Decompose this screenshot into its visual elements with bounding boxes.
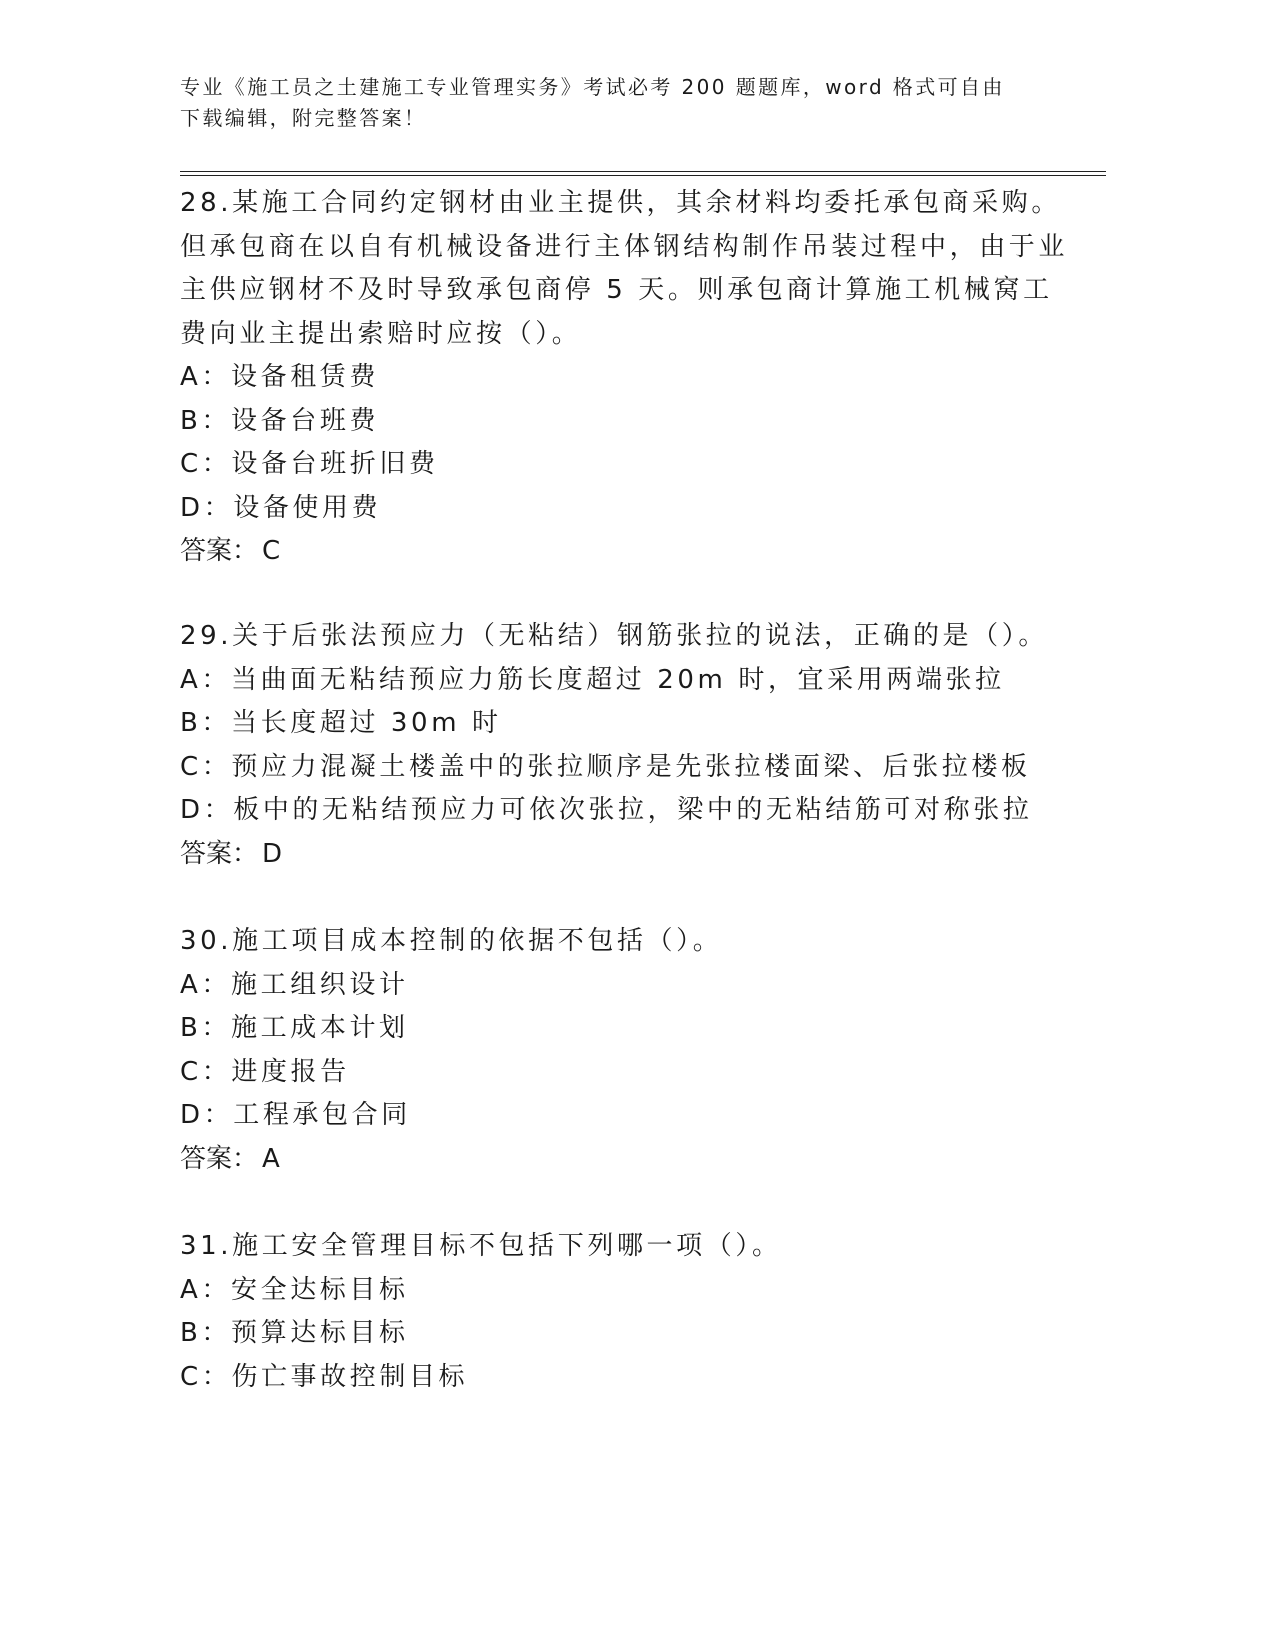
question-stem: 28.某施工合同约定钢材由业主提供，其余材料均委托承包商采购。但承包商在以自有机械设备进行主体钢结构制作吊装过程中，由于业主供应钢材不及时导致承包商停 5 天。则承包商计算施工机械窝工费向业主提出索赔时应按（）。 [180,188,1069,349]
option-a [180,659,1080,703]
option-text: 进度报告 [231,1056,350,1087]
option-label: C： [180,1361,232,1392]
option-label: B： [180,405,232,436]
header-line-1: 专业《施工员之土建施工专业管理实务》考试必考 200 题题库，word 格式可自由 [180,75,1005,99]
option-text: 设备租赁费 [231,362,380,392]
question-29 [180,615,1080,876]
option-text: 安全达标目标 [231,1274,409,1305]
option-text: 伤亡事故控制目标 [231,1361,469,1392]
option-d [180,487,1080,531]
question-stem: 30.施工项目成本控制的依据不包括（）。 [180,926,723,956]
answer-line [180,833,1080,877]
option-c [180,746,1080,790]
option-label: D： [180,492,234,523]
option-c [180,1051,1080,1095]
question-31 [180,1225,1080,1399]
question-28 [180,182,1080,574]
option-label: D： [180,1100,234,1130]
option-c [180,1356,1080,1400]
option-label: D： [180,795,234,825]
answer-value: A [262,1143,280,1174]
answer-label: 答案： [180,838,259,869]
option-text: 当曲面无粘结预应力筋长度超过 20m 时，宜采用两端张拉 [231,664,1005,695]
option-text: 设备使用费 [233,492,382,523]
header-divider-thin [180,171,1106,172]
answer-line [180,1138,1080,1182]
option-text: 设备台班折旧费 [231,449,439,479]
option-text: 预应力混凝土楼盖中的张拉顺序是先张拉楼面梁、后张拉楼板 [231,751,1031,782]
option-b [180,702,1080,746]
option-d [180,789,1080,833]
option-label: C： [180,449,232,479]
option-text: 工程承包合同 [233,1100,411,1130]
document-header [180,72,1060,134]
option-a [180,1269,1080,1313]
option-label: C： [180,1056,232,1087]
option-a [180,964,1080,1008]
option-label: A： [180,362,231,392]
option-text: 预算达标目标 [231,1318,409,1348]
option-b [180,400,1080,444]
answer-line [180,530,1080,574]
option-text: 施工组织设计 [231,969,409,1000]
option-b [180,1312,1080,1356]
option-text: 施工成本计划 [231,1013,409,1043]
answer-label: 答案： [180,1143,259,1174]
question-30 [180,920,1080,1181]
option-d [180,1094,1080,1138]
option-text: 当长度超过 30m 时 [231,708,502,738]
answer-value: D [262,838,283,869]
option-text: 板中的无粘结预应力可依次张拉，梁中的无粘结筋可对称张拉 [233,795,1033,825]
option-label: B： [180,1013,232,1043]
answer-value: C [262,536,281,566]
option-label: A： [180,1274,231,1305]
option-label: C： [180,751,232,782]
header-divider-thick [180,175,1106,176]
option-a [180,356,1080,400]
answer-label: 答案： [180,536,259,566]
question-stem: 29.关于后张法预应力（无粘结）钢筋张拉的说法，正确的是（）。 [180,621,1048,651]
option-label: A： [180,664,231,695]
option-label: B： [180,1318,232,1348]
header-line-2: 下载编辑，附完整答案！ [180,106,427,130]
option-b [180,1007,1080,1051]
question-stem: 31.施工安全管理目标不包括下列哪一项（）。 [180,1231,782,1261]
option-label: B： [180,708,232,738]
option-c [180,443,1080,487]
option-label: A： [180,969,231,1000]
option-text: 设备台班费 [231,405,380,436]
